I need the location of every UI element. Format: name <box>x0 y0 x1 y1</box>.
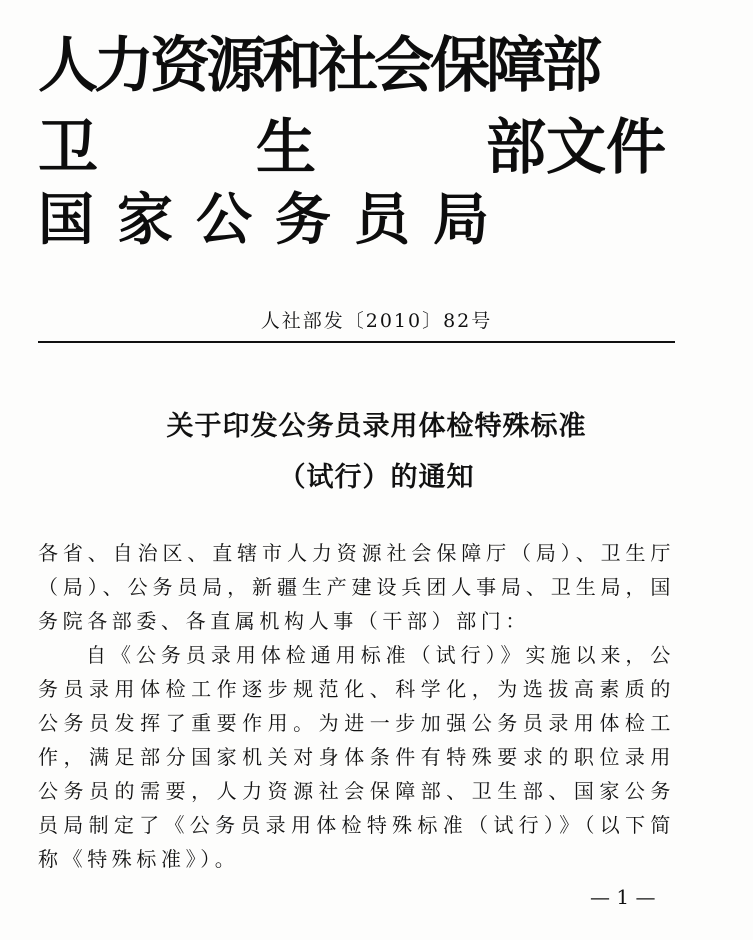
issuer-header-word-bu-wenjian: 部文件 <box>486 113 666 183</box>
document-title-line-1: 关于印发公务员录用体检特殊标准 <box>166 411 587 442</box>
issuer-header-line-3: 国家公务员局 <box>38 187 512 253</box>
issuer-header-line-1: 人力资源和社会保障部 <box>38 31 598 101</box>
issuer-header-word-wei: 卫 <box>38 113 98 183</box>
page-number: — 1 — <box>590 885 656 909</box>
addressees-paragraph: 各省、自治区、直辖市人力资源社会保障厅（局）、卫生厅（局）、公务员局，新疆生产建设兵团人事局、卫生局，国务院各部委、各直属机构人事（干部）部门： <box>38 541 675 633</box>
body-paragraph-1: 自《公务员录用体检通用标准（试行）》实施以来，公务员录用体检工作逐步规范化、科学化，为选拔高素质的公务员发挥了重要作用。为进一步加强公务员录用体检工作，满足部分国家机关对身体条件有特殊要求的职位录用公务员的需要，人力资源社会保障部、卫生部、国家公务员局制定了《公务员录用体检特殊标准（试行）》（以下简称《特殊标准》）。 <box>38 643 675 871</box>
issuer-header-word-sheng: 生 <box>256 113 316 183</box>
issuer-header-line-2 <box>38 113 678 184</box>
body-text <box>38 536 675 876</box>
header-divider <box>38 341 675 343</box>
document-title-line-2: （试行）的通知 <box>278 462 475 493</box>
document-number: 人社部发〔2010〕82号 <box>260 310 493 332</box>
